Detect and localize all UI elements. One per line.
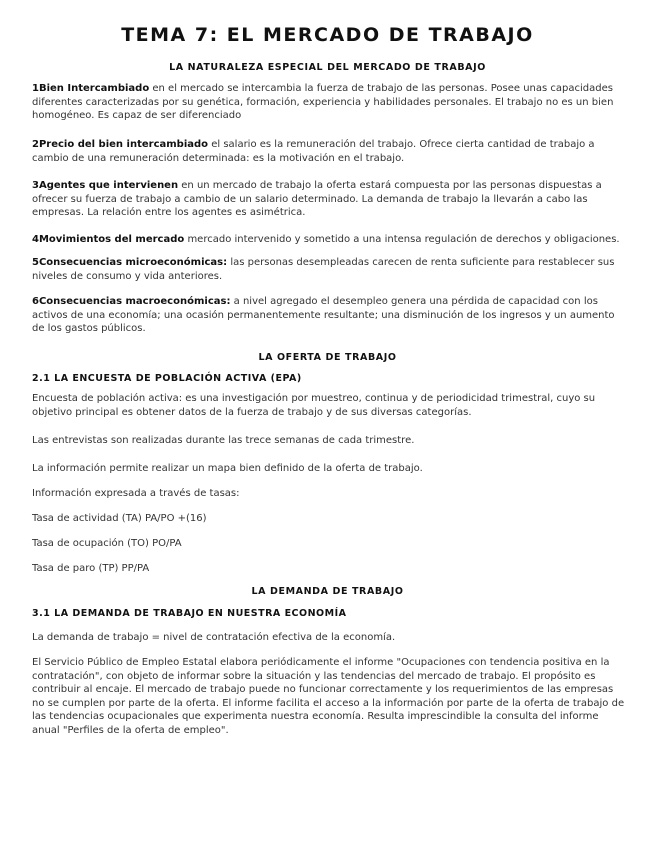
item-text: en el mercado se intercambia la fuerza de trabajo de las personas. Posee unas capacidades diferentes caracterizadas por su genética, formación, experiencia y habilidades personales. El trabajo no es un bien homogéneo. Es capaz de ser diferenciado — [32, 83, 614, 121]
item-label: 4Movimientos del mercado — [32, 234, 185, 245]
item-label: 6Consecuencias macroeconómicas: — [32, 296, 231, 307]
list-item — [32, 179, 627, 220]
paragraph: Encuesta de población activa: es una investigación por muestreo, continua y de periodicidad trimestral, cuyo su objetivo principal es obtener datos de la fuerza de trabajo y de sus diversas categorías. — [32, 393, 596, 418]
list-item — [32, 256, 627, 283]
rate-line: Tasa de actividad (TA) PA/PO +(16) — [32, 513, 207, 524]
section-heading-naturaleza: LA NATURALEZA ESPECIAL DEL MERCADO DE TRABAJO — [169, 62, 486, 73]
paragraph: El Servicio Público de Empleo Estatal elabora periódicamente el informe "Ocupaciones con tendencia positiva en la contratación", con objeto de informar sobre la situación y las tendencias del mercado de trabajo. El propósito es contribuir al encaje. El mercado de trabajo puede no funcionar correctamente y los requerimientos de las empresas no se cumplen por parte de la oferta. El informe facilita el acceso a la información por parte de la oferta de trabajo de las tendencias ocupacionales que experimenta nuestra economía. Resulta imprescindible la consulta del informe anual "Perfiles de la oferta de empleo". — [32, 657, 625, 736]
item-label: 1Bien Intercambiado — [32, 83, 150, 94]
item-text: a nivel agregado el desempleo genera una pérdida de capacidad con los activos de una economía; una ocasión permanentemente resultante; una disminución de los ingresos y un aumento de los gastos públicos. — [32, 296, 615, 334]
list-item — [32, 233, 627, 247]
paragraph: Las entrevistas son realizadas durante las trece semanas de cada trimestre. — [32, 435, 415, 446]
list-item — [32, 82, 627, 123]
list-item — [32, 295, 627, 336]
item-label: 2Precio del bien intercambiado — [32, 139, 209, 150]
rate-line: Tasa de paro (TP) PP/PA — [32, 563, 150, 574]
paragraph: Información expresada a través de tasas: — [32, 488, 240, 499]
item-text: mercado intervenido y sometido a una intensa regulación de derechos y obligaciones. — [187, 234, 620, 245]
subheading-demanda: 3.1 LA DEMANDA DE TRABAJO EN NUESTRA ECONOMÍA — [32, 608, 347, 619]
list-item — [32, 138, 627, 165]
section-heading-demanda: LA DEMANDA DE TRABAJO — [251, 586, 404, 597]
paragraph: La demanda de trabajo = nivel de contratación efectiva de la economía. — [32, 632, 396, 643]
page-title: TEMA 7: EL MERCADO DE TRABAJO — [121, 24, 534, 46]
section-heading-oferta: LA OFERTA DE TRABAJO — [258, 352, 397, 363]
item-text: el salario es la remuneración del trabajo. Ofrece cierta cantidad de trabajo a cambio de una remuneración determinada: es la motivación en el trabajo. — [32, 139, 595, 164]
subheading-epa: 2.1 LA ENCUESTA DE POBLACIÓN ACTIVA (EPA) — [32, 373, 302, 384]
paragraph: La información permite realizar un mapa bien definido de la oferta de trabajo. — [32, 463, 423, 474]
item-label: 5Consecuencias microeconómicas: — [32, 257, 228, 268]
rate-line: Tasa de ocupación (TO) PO/PA — [32, 538, 182, 549]
item-label: 3Agentes que intervienen — [32, 180, 179, 191]
item-text: las personas desempleadas carecen de renta suficiente para restablecer sus niveles de consumo y vida anteriores. — [32, 257, 615, 282]
item-text: en un mercado de trabajo la oferta estará compuesta por las personas dispuestas a ofrecer su fuerza de trabajo a cambio de un salario determinado. La demanda de trabajo la llevarán a cabo las empresas. La relación entre los agentes es asimétrica. — [32, 180, 602, 218]
